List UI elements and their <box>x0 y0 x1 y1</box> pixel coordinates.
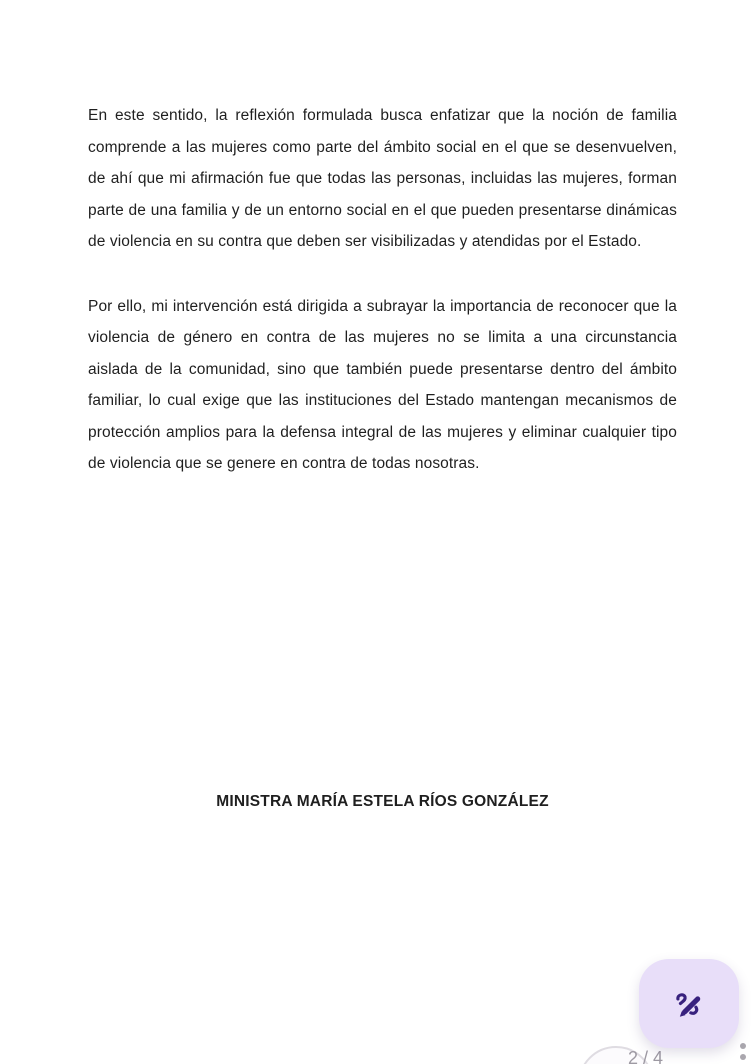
page-indicator: 2 / 4 <box>628 1048 664 1064</box>
sign-button[interactable] <box>639 959 739 1048</box>
paragraph: Por ello, mi intervención está dirigida a subrayar la importancia de reconocer que la violencia de género en contra de las mujeres no se limita a una circunstancia aislada de la comunidad, sino que también puede presentarse dentro del ámbito familiar, lo cual exige que las instituciones del Estado mantengan mecanismos de protección amplios para la defensa integral de las mujeres y eliminar cualquier tipo de violencia que se genere en contra de todas nosotras. <box>88 297 677 472</box>
dot <box>740 1054 746 1060</box>
dot <box>740 1043 746 1049</box>
document-text <box>88 100 677 480</box>
vertical-dots-icon[interactable] <box>740 1043 748 1064</box>
paragraph: En este sentido, la reflexión formulada busca enfatizar que la noción de familia comprende a las mujeres como parte del ámbito social en el que se desenvuelven, de ahí que mi afirmación fue que todas las personas, incluidas las mujeres, forman parte de una familia y de un entorno social en el que pueden presentarse dinámicas de violencia en su contra que deben ser visibilizadas y atendidas por el Estado. <box>88 107 677 250</box>
signature-pen-icon <box>671 986 707 1022</box>
signature-line: MINISTRA MARÍA ESTELA RÍOS GONZÁLEZ <box>216 793 549 810</box>
